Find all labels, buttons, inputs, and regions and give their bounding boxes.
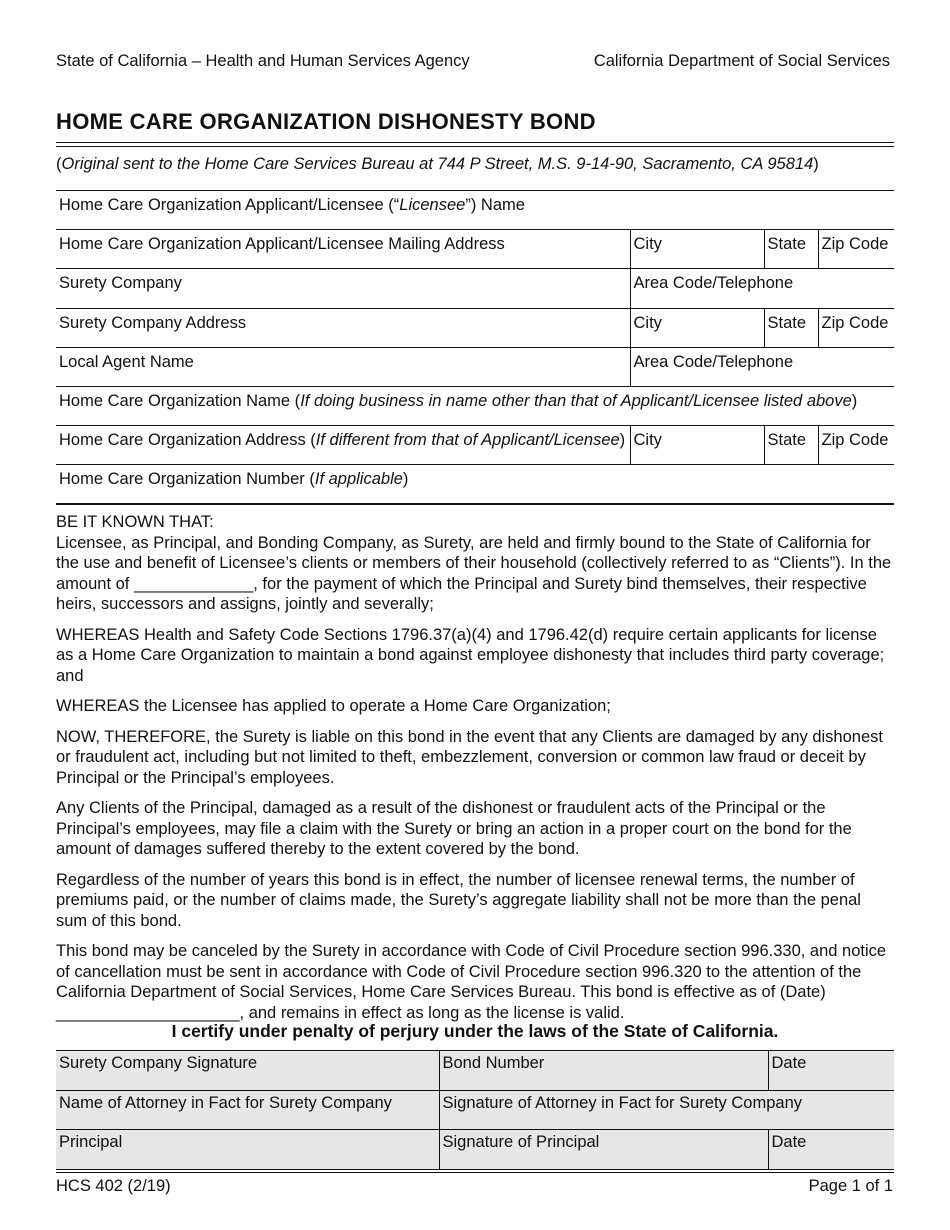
- paragraph-now-therefore: NOW, THEREFORE, the Surety is liable on this bond in the event that any Clients are damaged by any dishonest or fraudulent act, including but not limited to theft, embezzlement, conversion or common law fraud or deceit by Principal or the Principal’s employees.: [56, 727, 883, 787]
- principal-field[interactable]: Principal: [56, 1130, 439, 1170]
- surety-city-field[interactable]: City: [630, 308, 764, 347]
- principal-signature-field[interactable]: Signature of Principal: [439, 1130, 768, 1170]
- signature-table: [56, 1050, 894, 1170]
- perjury-certification: I certify under penalty of perjury under the laws of the State of California.: [171, 1021, 779, 1041]
- surety-telephone-field[interactable]: Area Code/Telephone: [630, 269, 894, 308]
- mailing-instructions: (Original sent to the Home Care Services Bureau at 744 P Street, M.S. 9-14-90, Sacramento, CA 95814): [56, 155, 819, 173]
- paragraph-bound: Licensee, as Principal, and Bonding Company, as Surety, are held and firmly bound to the State of California for the use and benefit of Licensee’s clients or members of their household (collectively referred to as “Clients”). In the amount of _____________, for the payment of which the Principal and Surety bind themselves, their respective heirs, successors and assigns, jointly and severally;: [56, 533, 892, 613]
- surety-signature-field[interactable]: Surety Company Signature: [56, 1051, 439, 1091]
- surety-zip-field[interactable]: Zip Code: [818, 308, 894, 347]
- surety-address-field[interactable]: Surety Company Address: [56, 308, 630, 347]
- form-number: HCS 402 (2/19): [56, 1177, 171, 1195]
- agent-telephone-field[interactable]: Area Code/Telephone: [630, 347, 894, 386]
- surety-date-field[interactable]: Date: [768, 1051, 894, 1091]
- hco-city-field[interactable]: City: [630, 426, 764, 465]
- agency-header: State of California – Health and Human Services Agency: [56, 52, 470, 70]
- licensee-mailing-address-field[interactable]: Home Care Organization Applicant/Licensee Mailing Address: [56, 230, 630, 269]
- hco-address-field[interactable]: Home Care Organization Address (If different from that of Applicant/Licensee): [56, 426, 630, 465]
- licensee-state-field[interactable]: State: [764, 230, 818, 269]
- paragraph-aggregate-liability: Regardless of the number of years this bond is in effect, the number of licensee renewal terms, the number of premiums paid, or the number of claims made, the Surety’s aggregate liability shall not be more than the penal sum of this bond.: [56, 870, 861, 930]
- licensee-name-field[interactable]: Home Care Organization Applicant/Licensee (“Licensee”) Name: [56, 191, 894, 230]
- paragraph-whereas-code: WHEREAS Health and Safety Code Sections 1796.37(a)(4) and 1796.42(d) require certain applicants for license as a Home Care Organization to maintain a bond against employee dishonesty that includes third party coverage; and: [56, 625, 885, 685]
- surety-company-field[interactable]: Surety Company: [56, 269, 630, 308]
- licensee-zip-field[interactable]: Zip Code: [818, 230, 894, 269]
- title-rule-top: [56, 142, 894, 143]
- local-agent-field[interactable]: Local Agent Name: [56, 347, 630, 386]
- bond-terms: [56, 512, 896, 1033]
- page-number: Page 1 of 1: [808, 1177, 893, 1195]
- attorney-name-field[interactable]: Name of Attorney in Fact for Surety Company: [56, 1090, 439, 1130]
- attorney-signature-field[interactable]: Signature of Attorney in Fact for Surety Company: [439, 1090, 894, 1130]
- hco-state-field[interactable]: State: [764, 426, 818, 465]
- hco-number-field[interactable]: Home Care Organization Number (If applicable): [56, 465, 894, 504]
- hco-zip-field[interactable]: Zip Code: [818, 426, 894, 465]
- bond-number-field[interactable]: Bond Number: [439, 1051, 768, 1091]
- paragraph-cancellation: This bond may be canceled by the Surety in accordance with Code of Civil Procedure section 996.330, and notice of cancellation must be sent in accordance with Code of Civil Procedure section 996.320 to the attention of the California Department of Social Services, Home Care Services Bureau. This bond is effective as of (Date) ____________________, and remains in effect as long as the license is valid.: [56, 942, 887, 1022]
- department-header: California Department of Social Services: [593, 52, 890, 70]
- applicant-info-table: [56, 190, 894, 505]
- title-rule-bottom: [56, 146, 894, 147]
- paragraph-whereas-applied: WHEREAS the Licensee has applied to operate a Home Care Organization;: [56, 697, 611, 715]
- hco-name-field[interactable]: Home Care Organization Name (If doing business in name other than that of Applicant/Licensee listed above): [56, 386, 894, 425]
- signature-bottom-rule: [56, 1172, 894, 1173]
- principal-date-field[interactable]: Date: [768, 1130, 894, 1170]
- page-title: HOME CARE ORGANIZATION DISHONESTY BOND: [56, 109, 596, 134]
- intro-heading: BE IT KNOWN THAT:: [56, 513, 214, 531]
- paragraph-claims: Any Clients of the Principal, damaged as a result of the dishonest or fraudulent acts of the Principal or the Principal’s employees, may file a claim with the Surety or bring an action in a proper court on the bond for the amount of damages suffered thereby to the extent covered by the bond.: [56, 799, 852, 858]
- licensee-city-field[interactable]: City: [630, 230, 764, 269]
- surety-state-field[interactable]: State: [764, 308, 818, 347]
